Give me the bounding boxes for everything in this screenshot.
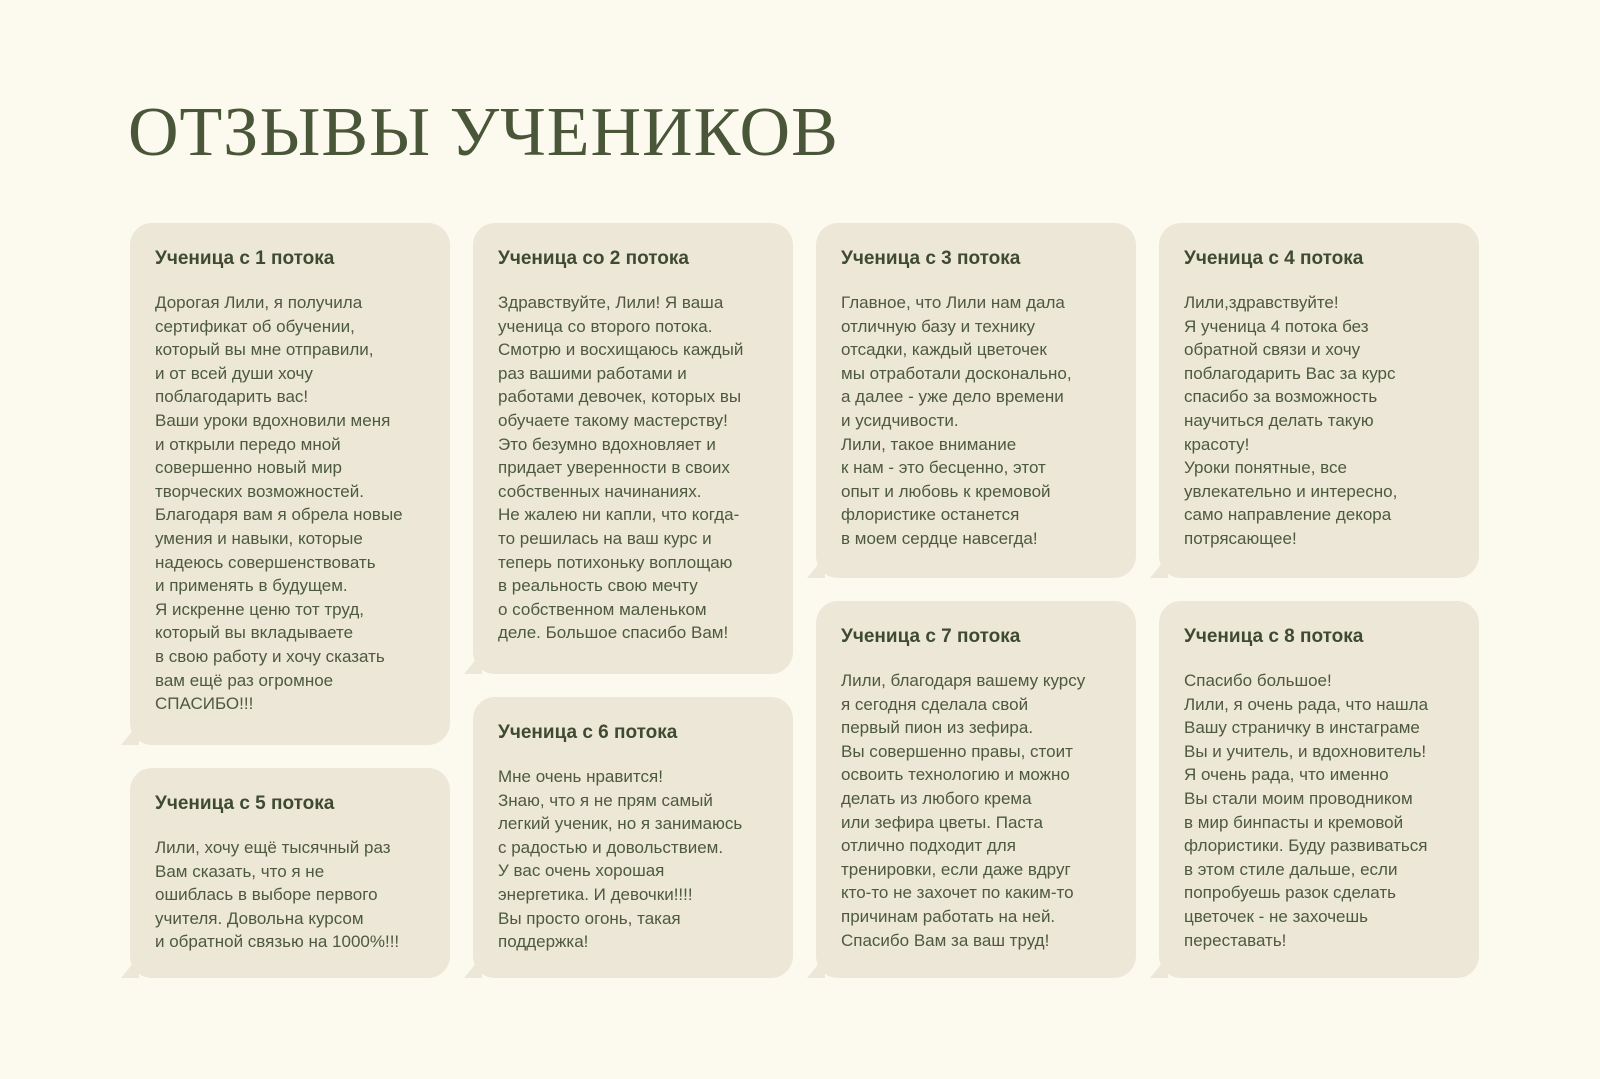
- review-text: Лили, хочу ещё тысячный раз Вам сказать, что я не ошиблась в выборе первого учителя. Довольна курсом и обратной связью на 1000%!!!: [155, 838, 400, 952]
- review-author: Ученица с 5 потока: [155, 793, 335, 814]
- review-card: [130, 768, 450, 978]
- review-author: Ученица с 4 потока: [1184, 248, 1364, 269]
- review-card: [816, 601, 1136, 978]
- review-author: Ученица с 6 потока: [498, 722, 678, 743]
- review-text: Лили,здравствуйте! Я ученица 4 потока без обратной связи и хочу поблагодарить Вас за курс спасибо за возможность научиться делать такую красоту! Уроки понятные, все увлекательно и интересно, само направление декора потрясающее!: [1184, 293, 1398, 548]
- review-text: Лили, благодаря вашему курсу я сегодня сделала свой первый пион из зефира. Вы совершенно правы, стоит освоить технологию и можно делать из любого крема или зефира цветы. Паста отлично подходит для тренировки, если даже вдруг кто-то не захочет по каким-то причинам работать на ней. Спасибо Вам за ваш труд!: [841, 671, 1086, 950]
- review-text: Здравствуйте, Лили! Я ваша ученица со второго потока. Смотрю и восхищаюсь каждый раз вашими работами и работами девочек, которых вы обучаете такому мастерству! Это безумно вдохновляет и придает уверенности в своих собственных начинаниях. Не жалею ни капли, что когда- то решилась на ваш курс и теперь потихоньку воплощаю в реальность свою мечту о собственном маленьком деле. Большое спасибо Вам!: [498, 293, 744, 643]
- review-text: Дорогая Лили, я получила сертификат об обучении, который вы мне отправили, и от всей души хочу поблагодарить вас! Ваши уроки вдохновили меня и открыли передо мной совершенно новый мир творческих возможностей. Благодаря вам я обрела новые умения и навыки, которые надеюсь совершенствовать и применять в будущем. Я искренне ценю тот труд, который вы вкладываете в свою работу и хочу сказать вам ещё раз огромное СПАСИБО!!!: [155, 293, 403, 714]
- review-card: [473, 223, 793, 674]
- page-title: ОТЗЫВЫ УЧЕНИКОВ: [128, 94, 839, 171]
- review-card: [473, 697, 793, 978]
- review-author: Ученица со 2 потока: [498, 248, 689, 269]
- review-card: [130, 223, 450, 745]
- review-author: Ученица с 1 потока: [155, 248, 335, 269]
- review-card: [816, 223, 1136, 578]
- review-card: [1159, 601, 1479, 978]
- review-card: [1159, 223, 1479, 578]
- review-text: Мне очень нравится! Знаю, что я не прям самый легкий ученик, но я занимаюсь с радостью и довольствием. У вас очень хорошая энергетика. И девочки!!!! Вы просто огонь, такая поддержка!: [498, 767, 743, 952]
- review-text: Спасибо большое! Лили, я очень рада, что нашла Вашу страничку в инстаграме Вы и учитель, и вдохновитель! Я очень рада, что именно Вы стали моим проводником в мир бинпасты и кремовой флористики. Буду развиваться в этом стиле дальше, если попробуешь разок сделать цветочек - не захочешь переставать!: [1184, 671, 1429, 950]
- review-author: Ученица с 7 потока: [841, 626, 1021, 647]
- review-text: Главное, что Лили нам дала отличную базу и технику отсадки, каждый цветочек мы отработали досконально, а далее - уже дело времени и усидчивости. Лили, такое внимание к нам - это бесценно, этот опыт и любовь к кремовой флористике останется в моем сердце навсегда!: [841, 293, 1072, 548]
- review-author: Ученица с 3 потока: [841, 248, 1021, 269]
- review-author: Ученица с 8 потока: [1184, 626, 1364, 647]
